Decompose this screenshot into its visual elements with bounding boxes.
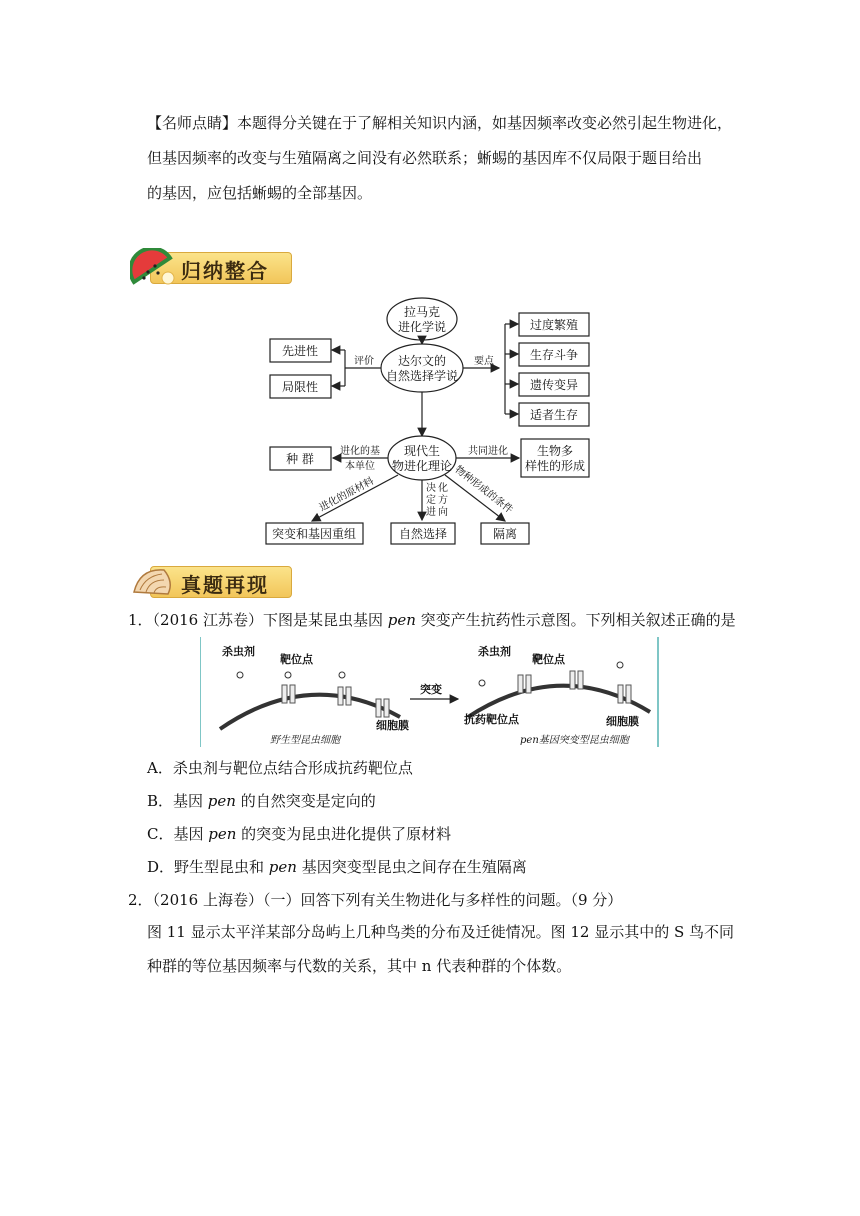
section-title: 归纳整合 [181,259,269,283]
lamarck-label: 拉马克 [403,305,441,319]
option-text: C．基因 [147,825,209,843]
question-1 [128,610,736,630]
insect-cell-figure [200,637,662,749]
tip-paragraph [147,106,735,211]
option-d [147,857,527,877]
mutation-label: 突变和基因重组 [271,527,357,541]
point-label: 生存斗争 [529,348,579,362]
diversity-label: 生物多 [536,444,574,458]
tip-line: 但基因频率的改变与生殖隔离之间没有必然联系；蜥蜴的基因库不仅局限于题目给出 [147,149,703,167]
darwin-node [381,344,463,392]
mutant-caption: pen基因突变型昆虫细胞 [520,735,629,746]
isolation-label: 隔离 [492,527,518,541]
mutation-label: 突变 [420,683,442,696]
direction-label: 决 [426,483,436,494]
direction-label: 进 [426,507,436,518]
gene-name: pen [208,825,237,843]
option-b [147,791,376,811]
question-2-body [147,915,735,983]
direction-label: 方 [438,495,448,506]
option-text: D．野生型昆虫和 [147,858,269,876]
population-label: 种 群 [286,452,314,466]
seashell-icon [130,562,176,602]
section-badge-exam [130,562,295,600]
question-number: 2． [128,891,153,909]
gene-name: pen [387,611,416,629]
direction-label: 化 [438,483,448,494]
modern-node [388,436,456,480]
tip-line: 的基因，应包括蜥蜴的全部基因。 [147,184,373,202]
concept-map [0,292,860,552]
insecticide-label: 杀虫剂 [478,645,511,658]
lamarck-label: 进化学说 [397,320,447,334]
resistant-target-label: 抗药靶位点 [464,713,519,726]
question-stem: （2016 上海卷）（一）回答下列有关生物进化与多样性的问题。（9 分） [152,891,623,909]
section-title: 真题再现 [181,573,269,597]
point-label: 过度繁殖 [529,318,579,332]
darwin-label: 自然选择学说 [385,369,459,383]
advanced-label: 先进性 [281,344,319,358]
direction-label: 向 [438,507,448,518]
selection-label: 自然选择 [398,527,448,541]
question-stem: 突变产生抗药性示意图。下列相关叙述正确的是 [415,611,736,629]
body-line: 图 11 显示太平洋某部分岛屿上几种鸟类的分布及迁徙情况。图 12 显示其中的 S 鸟不同 [147,923,735,941]
insecticide-label: 杀虫剂 [222,645,255,658]
evaluation-label: 评价 [354,356,374,367]
watermelon-icon [130,248,176,288]
option-text: B．基因 [147,792,208,810]
target-label: 靶位点 [280,653,313,666]
target-label: 靶位点 [532,653,565,666]
darwin-label: 达尔文的 [397,354,447,368]
wild-caption: 野生型昆虫细胞 [270,735,340,746]
body-line: 种群的等位基因频率与代数的关系，其中 n 代表种群的个体数。 [147,957,572,975]
basic-unit-label: 进化的基 [340,446,380,457]
option-text: 的突变为昆虫进化提供了原材料 [236,825,452,843]
modern-label: 现代生 [403,444,441,458]
coevolution-label: 共同进化 [468,446,508,457]
option-text: 基因突变型昆虫之间存在生殖隔离 [296,858,527,876]
tip-line: 【名师点睛】本题得分关键在于了解相关知识内涵，如基因频率改变必然引起生物进化， [147,114,733,132]
isolation-condition-label: 物种形成的条件 [452,464,515,516]
question-number: 1． [128,611,153,629]
membrane-label: 细胞膜 [606,715,639,728]
gene-name: pen [207,792,236,810]
raw-material-label: 进化的原材料 [317,475,376,514]
question-2 [128,890,622,910]
option-c [147,824,451,844]
key-points-label: 要点 [474,356,494,367]
point-label: 适者生存 [529,408,579,422]
option-text: 的自然突变是定向的 [235,792,376,810]
point-label: 遗传变异 [529,378,579,392]
gene-name: pen [268,858,297,876]
direction-label: 定 [426,495,436,506]
diversity-label: 样性的形成 [524,459,586,473]
modern-label: 物进化理论 [391,459,453,473]
basic-unit-label: 本单位 [345,461,375,472]
question-stem: （2016 江苏卷）下图是某昆虫基因 [152,611,388,629]
option-a: A．杀虫剂与靶位点结合形成抗药靶位点 [147,759,413,777]
limited-label: 局限性 [281,380,319,394]
membrane-label: 细胞膜 [376,719,409,732]
section-badge-summary [130,248,295,286]
